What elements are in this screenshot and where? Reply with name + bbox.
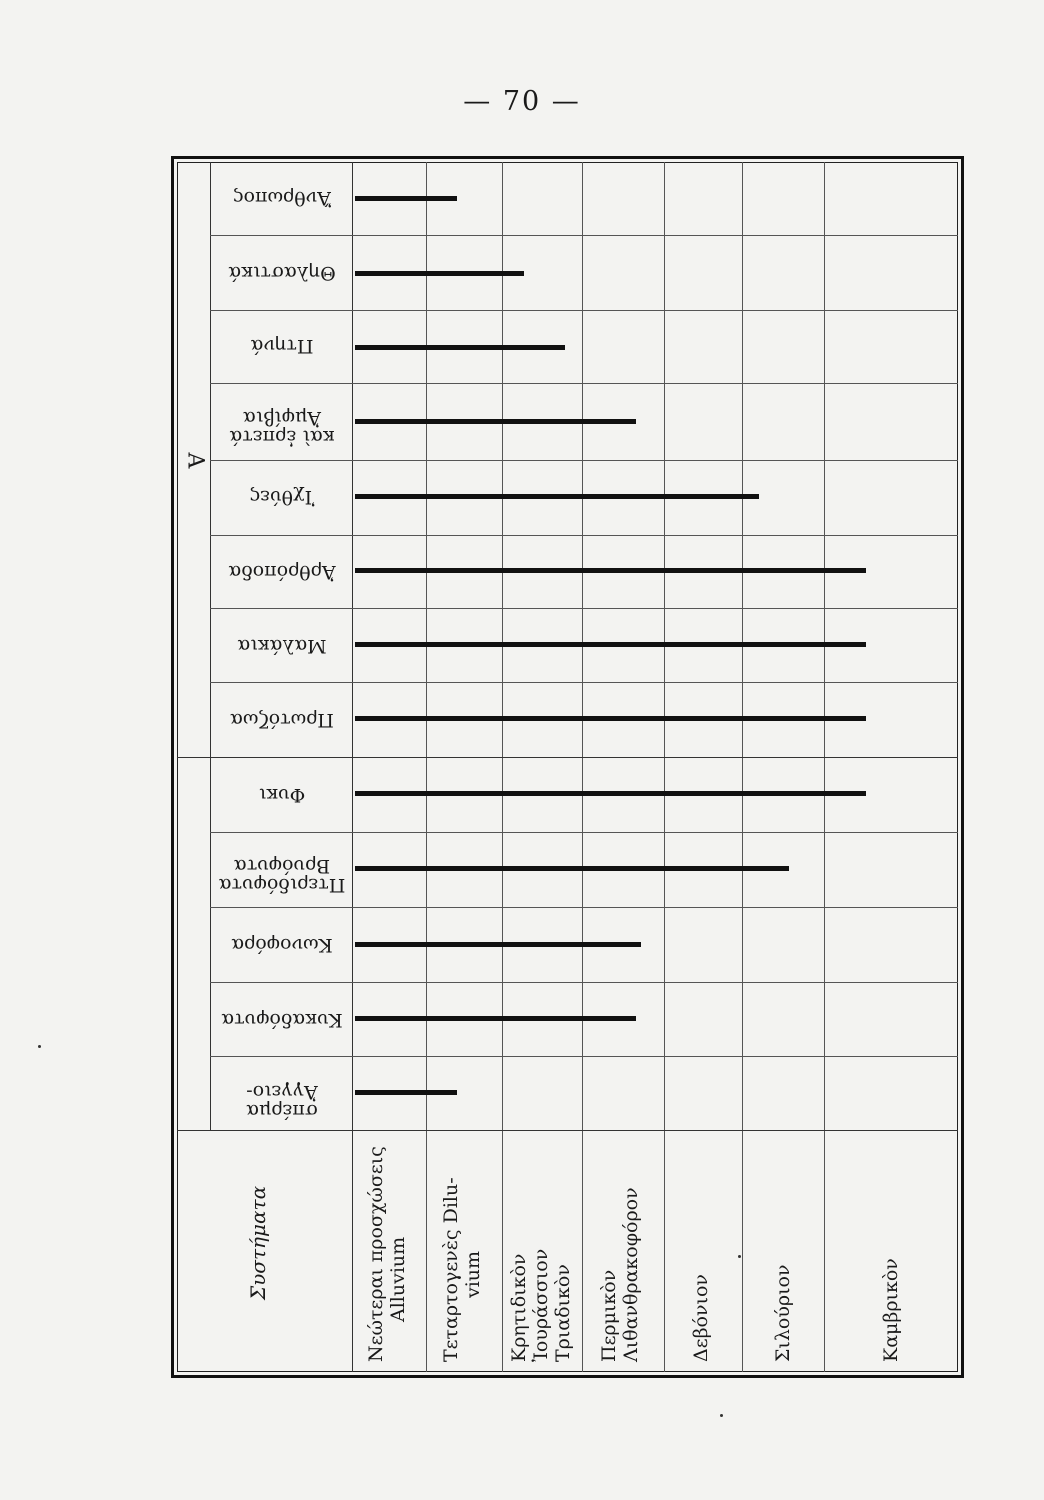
taxon-label-konofora: Κωνοφόρα	[231, 934, 333, 956]
taxon-label-line: Βρυόφυτα	[233, 855, 331, 877]
row-divider	[210, 608, 958, 609]
range-bar	[355, 196, 457, 201]
page-number: — 70 —	[463, 86, 581, 117]
row-divider	[210, 535, 958, 536]
taxon-label-bryofyta	[212, 846, 352, 894]
group-divider	[177, 757, 958, 758]
taxon-label-line: σπέρμα	[246, 1100, 318, 1122]
row-divider	[210, 460, 958, 461]
range-bar	[355, 494, 759, 499]
range-bar	[355, 942, 641, 947]
taxon-label-line: Ἀμφίβια	[242, 407, 322, 429]
row-divider	[210, 383, 958, 384]
range-bar	[355, 642, 866, 647]
system-line: Ἰουράσσιον	[530, 1248, 552, 1362]
taxon-label-fyki: Φυκι	[258, 784, 306, 806]
row-divider	[210, 682, 958, 683]
system-line: Λιθανθρακοφόρον	[620, 1187, 642, 1362]
range-bar	[355, 1090, 457, 1095]
row-divider	[210, 832, 958, 833]
systems-header-divider	[177, 1130, 958, 1131]
range-bar	[355, 716, 866, 721]
range-bar	[355, 1016, 636, 1021]
system-divider	[824, 162, 825, 1372]
row-divider	[210, 907, 958, 908]
taxon-label-line: καὶ ἑρπετά	[229, 426, 335, 448]
system-line: Τεταρτογενὲς Dilu-	[440, 1177, 462, 1362]
taxon-label-angeiosperma	[212, 1072, 352, 1120]
range-bar	[355, 271, 524, 276]
system-silourion: Σιλούριον	[772, 1264, 794, 1362]
row-divider	[210, 310, 958, 311]
speck	[720, 1414, 723, 1417]
taxon-label-ichthyes: Ἰχθύες	[249, 486, 315, 508]
range-bar	[355, 345, 565, 350]
system-line: Alluvium	[387, 1236, 409, 1322]
taxon-label-kykadofyta: Κυκαδόφυτα	[221, 1009, 343, 1031]
row-divider	[210, 235, 958, 236]
system-permikon	[598, 1187, 642, 1362]
range-bar	[355, 791, 866, 796]
system-divider	[426, 162, 427, 1372]
row-divider	[210, 982, 958, 983]
taxon-label-anthropos: Ἄνθρωπος	[232, 187, 332, 209]
taxon-label-arthropoda: Ἀρθρόποδα	[228, 561, 336, 583]
row-divider	[210, 1056, 958, 1057]
systems-title: Συστήματα	[246, 1185, 270, 1300]
system-line: Τριαδικὸν	[552, 1264, 574, 1362]
taxon-label-line: Πτεριδόφυτα	[218, 874, 346, 896]
taxon-label-protozoa: Πρωτόζωα	[230, 709, 334, 731]
system-kritidikon	[508, 1249, 574, 1362]
system-diluvium	[440, 1177, 484, 1362]
speck	[738, 1255, 741, 1258]
range-bar	[355, 419, 636, 424]
range-bar	[355, 866, 789, 871]
labels-divider	[352, 162, 353, 1372]
range-bar	[355, 568, 866, 573]
speck	[38, 1045, 41, 1048]
taxon-label-ptina: Πτηνά	[250, 335, 314, 357]
system-devonion: Δεβόνιον	[690, 1274, 712, 1362]
system-divider	[502, 162, 503, 1372]
system-kamvrikon: Καμβρικὸν	[880, 1258, 902, 1362]
system-line: vium	[462, 1250, 484, 1298]
system-divider	[582, 162, 583, 1372]
group-letter: A	[182, 452, 208, 469]
taxon-label-malakia: Μαλάκια	[237, 635, 327, 657]
system-line: Περμικὸν	[598, 1269, 620, 1362]
taxon-label-amfibia	[212, 398, 352, 446]
group-column-divider	[210, 162, 211, 1130]
system-alluvium	[365, 1146, 409, 1362]
system-divider	[664, 162, 665, 1372]
system-line: Κρητιδικὸν	[508, 1253, 530, 1362]
system-line: Νεώτεραι προσχώσεις	[365, 1146, 387, 1362]
taxon-label-thilastika: Θηλαστικά	[228, 262, 336, 284]
taxon-label-line: Ἀγγειο-	[246, 1081, 318, 1103]
system-divider	[742, 162, 743, 1372]
